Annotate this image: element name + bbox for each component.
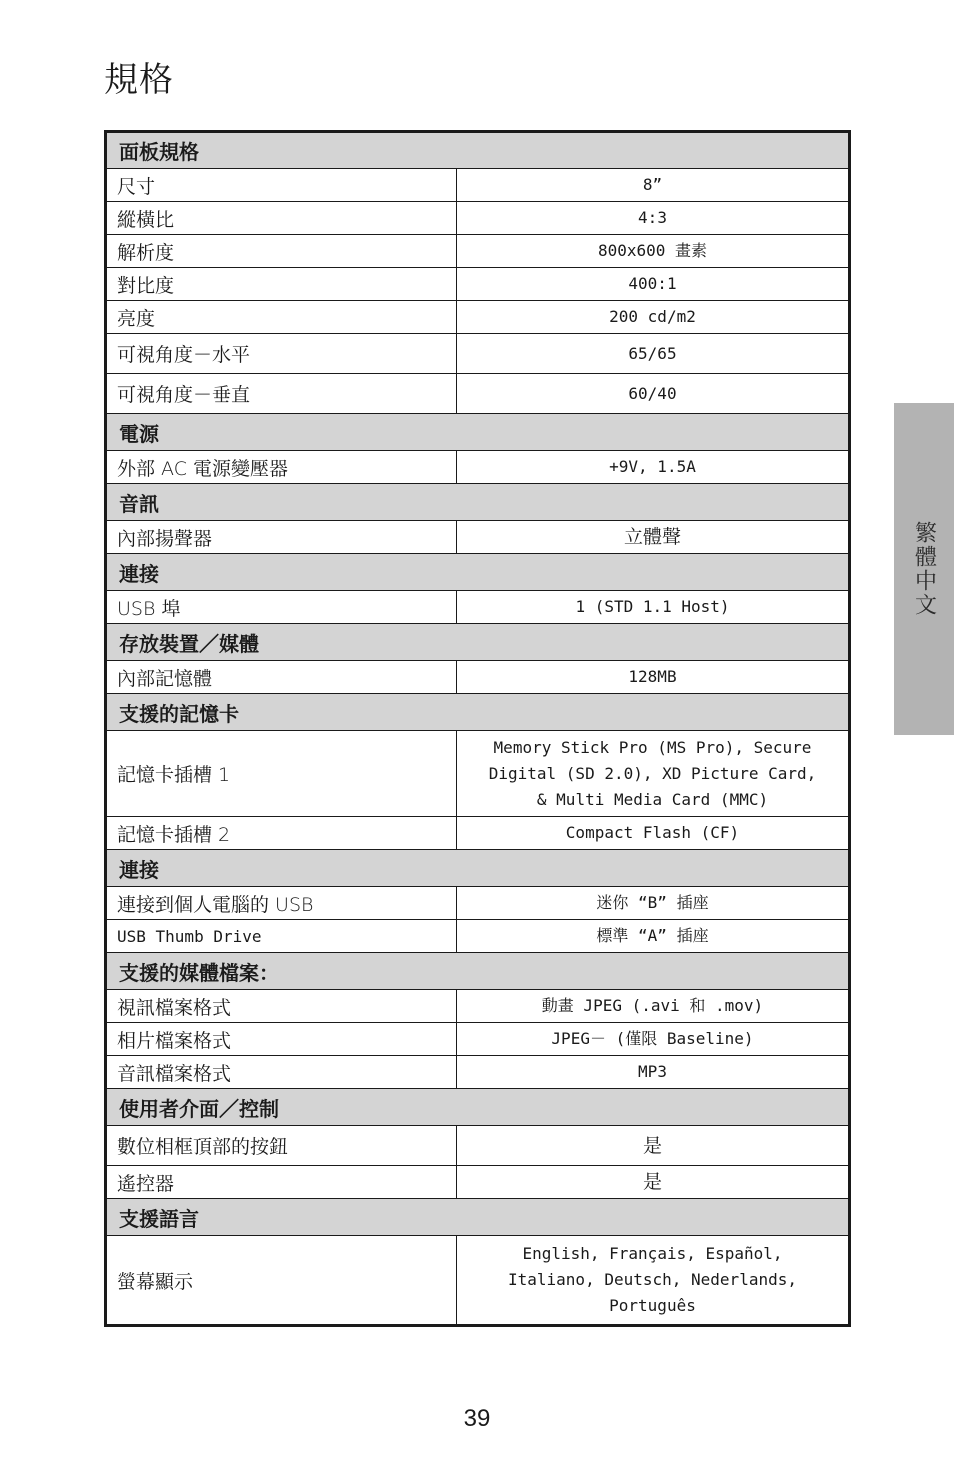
spec-label: 可視角度－垂直 [106,374,457,414]
table-row [106,235,850,268]
spec-value: 200 cd/m2 [457,301,850,334]
section-header-pc-connection [106,850,850,887]
spec-value: 是 [457,1126,850,1166]
table-row [106,1023,850,1056]
table-row [106,301,850,334]
table-row [106,661,850,694]
spec-value: +9V, 1.5A [457,451,850,484]
spec-label: 連接到個人電腦的 USB [106,887,457,920]
spec-label: 螢幕顯示 [106,1236,457,1326]
spec-value: 60/40 [457,374,850,414]
spec-value-line: Português [609,1296,696,1315]
spec-value: 4:3 [457,202,850,235]
spec-label: 尺寸 [106,169,457,202]
spec-label: 內部揚聲器 [106,521,457,554]
section-header-panel [106,132,850,169]
page-number: 39 [463,1405,491,1432]
table-row [106,1166,850,1199]
section-title: 使用者介面／控制 [106,1089,850,1126]
spec-value: 8” [457,169,850,202]
section-header-audio [106,484,850,521]
spec-value: 400:1 [457,268,850,301]
spec-label: 遙控器 [106,1166,457,1199]
spec-value [457,1236,850,1326]
section-header-power [106,414,850,451]
table-row [106,591,850,624]
language-side-tab [894,403,954,735]
table-row [106,374,850,414]
section-title: 存放裝置／媒體 [106,624,850,661]
spec-label: 視訊檔案格式 [106,990,457,1023]
spec-value: 800x600 畫素 [457,235,850,268]
section-title: 面板規格 [106,132,850,169]
section-header-storage [106,624,850,661]
spec-value: 是 [457,1166,850,1199]
spec-label: 可視角度－水平 [106,334,457,374]
spec-value-line: Digital (SD 2.0), XD Picture Card, [488,763,817,783]
spec-label: 內部記憶體 [106,661,457,694]
spec-label: 亮度 [106,301,457,334]
spec-label: 對比度 [106,268,457,301]
table-row [106,334,850,374]
section-title: 支援的媒體檔案： [106,953,850,990]
spec-value-line: Italiano, Deutsch, Nederlands, [508,1270,797,1289]
table-row [106,169,850,202]
spec-value: 65/65 [457,334,850,374]
spec-value: 標準 “A” 插座 [457,920,850,953]
spec-label: 音訊檔案格式 [106,1056,457,1089]
spec-value: MP3 [457,1056,850,1089]
table-row [106,451,850,484]
spec-value [457,731,850,817]
spec-label: 縱橫比 [106,202,457,235]
spec-label: USB Thumb Drive [106,920,457,953]
spec-value: 1 (STD 1.1 Host) [457,591,850,624]
section-header-languages [106,1199,850,1236]
table-row [106,1126,850,1166]
table-row [106,990,850,1023]
section-title: 音訊 [106,484,850,521]
table-row [106,731,850,817]
spec-value: Compact Flash (CF) [457,817,850,850]
section-title: 支援的記憶卡 [106,694,850,731]
table-row [106,1236,850,1326]
section-title: 支援語言 [106,1199,850,1236]
table-row [106,1056,850,1089]
table-row [106,887,850,920]
section-title: 連接 [106,554,850,591]
table-row [106,920,850,953]
spec-label: 外部 AC 電源變壓器 [106,451,457,484]
table-row [106,202,850,235]
spec-label: 相片檔案格式 [106,1023,457,1056]
spec-label: USB 埠 [106,591,457,624]
spec-label: 解析度 [106,235,457,268]
spec-value: 128MB [457,661,850,694]
spec-value-line: & Multi Media Card (MMC) [536,789,769,809]
section-header-media-files [106,953,850,990]
spec-value: 迷你 “B” 插座 [457,887,850,920]
spec-label: 記憶卡插槽 1 [106,731,457,817]
table-row [106,521,850,554]
spec-value-line: Memory Stick Pro (MS Pro), Secure [493,737,812,757]
section-title: 電源 [106,414,850,451]
page-title: 規格 [104,60,174,100]
spec-label: 記憶卡插槽 2 [106,817,457,850]
spec-label: 數位相框頂部的按鈕 [106,1126,457,1166]
section-header-memory-cards [106,694,850,731]
table-row [106,817,850,850]
spec-value: 動畫 JPEG (.avi 和 .mov) [457,990,850,1023]
section-header-connection [106,554,850,591]
section-title: 連接 [106,850,850,887]
spec-table [104,130,851,1327]
spec-value: JPEG－ (僅限 Baseline) [457,1023,850,1056]
side-tab-label: 繁體中文 [911,521,937,617]
table-row [106,268,850,301]
spec-value: 立體聲 [457,521,850,554]
section-header-ui-controls [106,1089,850,1126]
spec-value-line: English, Français, Español, [522,1244,783,1263]
